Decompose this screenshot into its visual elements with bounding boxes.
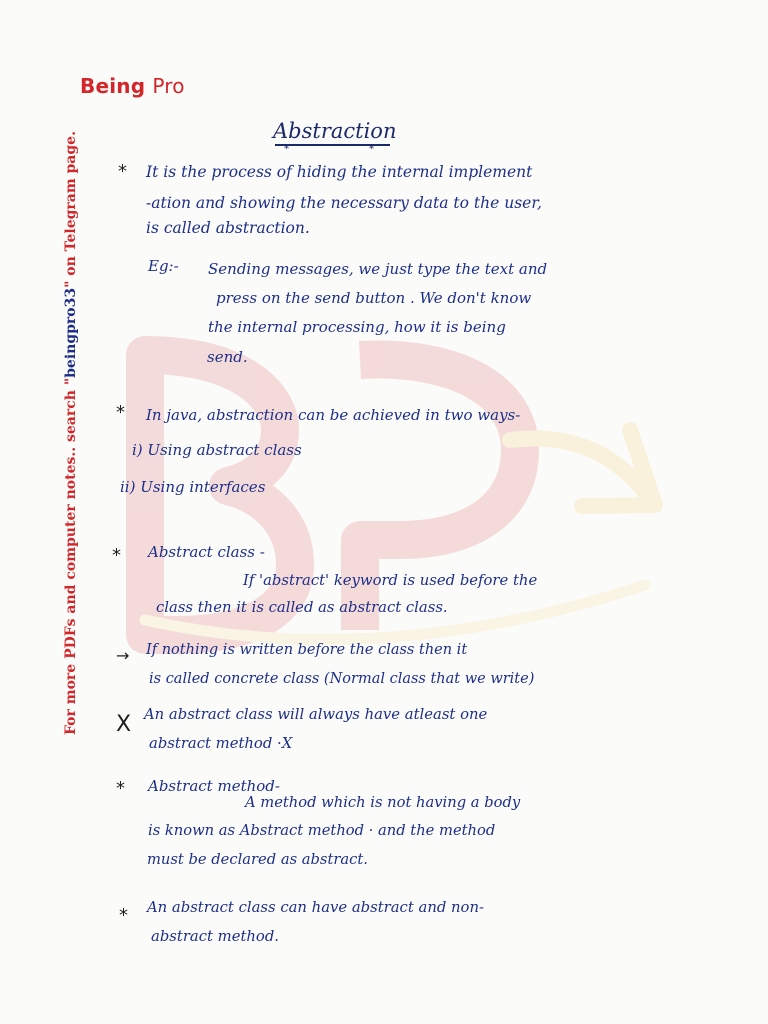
final-note-line-1: An abstract class can have abstract and non- bbox=[147, 899, 484, 916]
side-note-prefix: For more PDFs and computer notes.. search " bbox=[63, 377, 79, 735]
definition-line-1: It is the process of hiding the internal implement bbox=[146, 163, 533, 181]
way-abstract-class: i) Using abstract class bbox=[132, 441, 302, 459]
example-line-2: press on the send button . We don't know bbox=[216, 289, 532, 307]
telegram-side-note bbox=[63, 131, 79, 735]
concrete-class-line-2: is called concrete class (Normal class that we write) bbox=[149, 671, 535, 687]
abstract-method-note-mark: X bbox=[116, 712, 132, 737]
side-note-suffix: " on Telegram page. bbox=[63, 131, 79, 288]
abstract-class-heading: Abstract class - bbox=[148, 543, 265, 561]
java-bullet: * bbox=[116, 402, 125, 423]
brand-name: Being bbox=[80, 74, 146, 98]
abstract-method-note-line-1: An abstract class will always have atleast one bbox=[144, 706, 488, 723]
side-note-term: beingpro33 bbox=[63, 287, 79, 378]
brand-logo bbox=[80, 74, 185, 98]
abstract-class-bullet: * bbox=[112, 545, 121, 566]
title-star-decoration: ** bbox=[284, 144, 454, 155]
final-note-bullet: * bbox=[119, 905, 128, 926]
page-title: Abstraction bbox=[273, 119, 397, 143]
abstract-method-bullet: * bbox=[116, 778, 125, 799]
java-ways-line: In java, abstraction can be achieved in two ways- bbox=[146, 406, 521, 424]
abstract-method-line-1: A method which is not having a body bbox=[245, 794, 521, 811]
abstract-method-line-2: is known as Abstract method · and the method bbox=[148, 822, 496, 839]
example-label: Eg:- bbox=[148, 257, 179, 275]
way-interfaces: ii) Using interfaces bbox=[120, 478, 266, 496]
definition-line-2: -ation and showing the necessary data to the user, bbox=[146, 194, 542, 212]
abstract-method-line-3: must be declared as abstract. bbox=[147, 851, 368, 868]
concrete-class-line-1: If nothing is written before the class then it bbox=[146, 642, 468, 658]
example-line-4: send. bbox=[207, 348, 248, 366]
final-note-line-2: abstract method. bbox=[151, 928, 280, 945]
abstract-class-line-1: If 'abstract' keyword is used before the bbox=[243, 572, 538, 589]
abstract-method-note-line-2: abstract method ·X bbox=[149, 735, 293, 752]
example-line-1: Sending messages, we just type the text and bbox=[208, 260, 548, 278]
definition-line-3: is called abstraction. bbox=[146, 219, 310, 237]
example-line-3: the internal processing, how it is being bbox=[208, 318, 506, 336]
brand-pro: Pro bbox=[152, 74, 185, 98]
abstract-method-heading: Abstract method- bbox=[148, 777, 280, 795]
abstract-class-line-2: class then it is called as abstract class. bbox=[156, 599, 448, 616]
concrete-class-arrow: → bbox=[116, 646, 130, 665]
section-bullet: * bbox=[118, 161, 127, 182]
